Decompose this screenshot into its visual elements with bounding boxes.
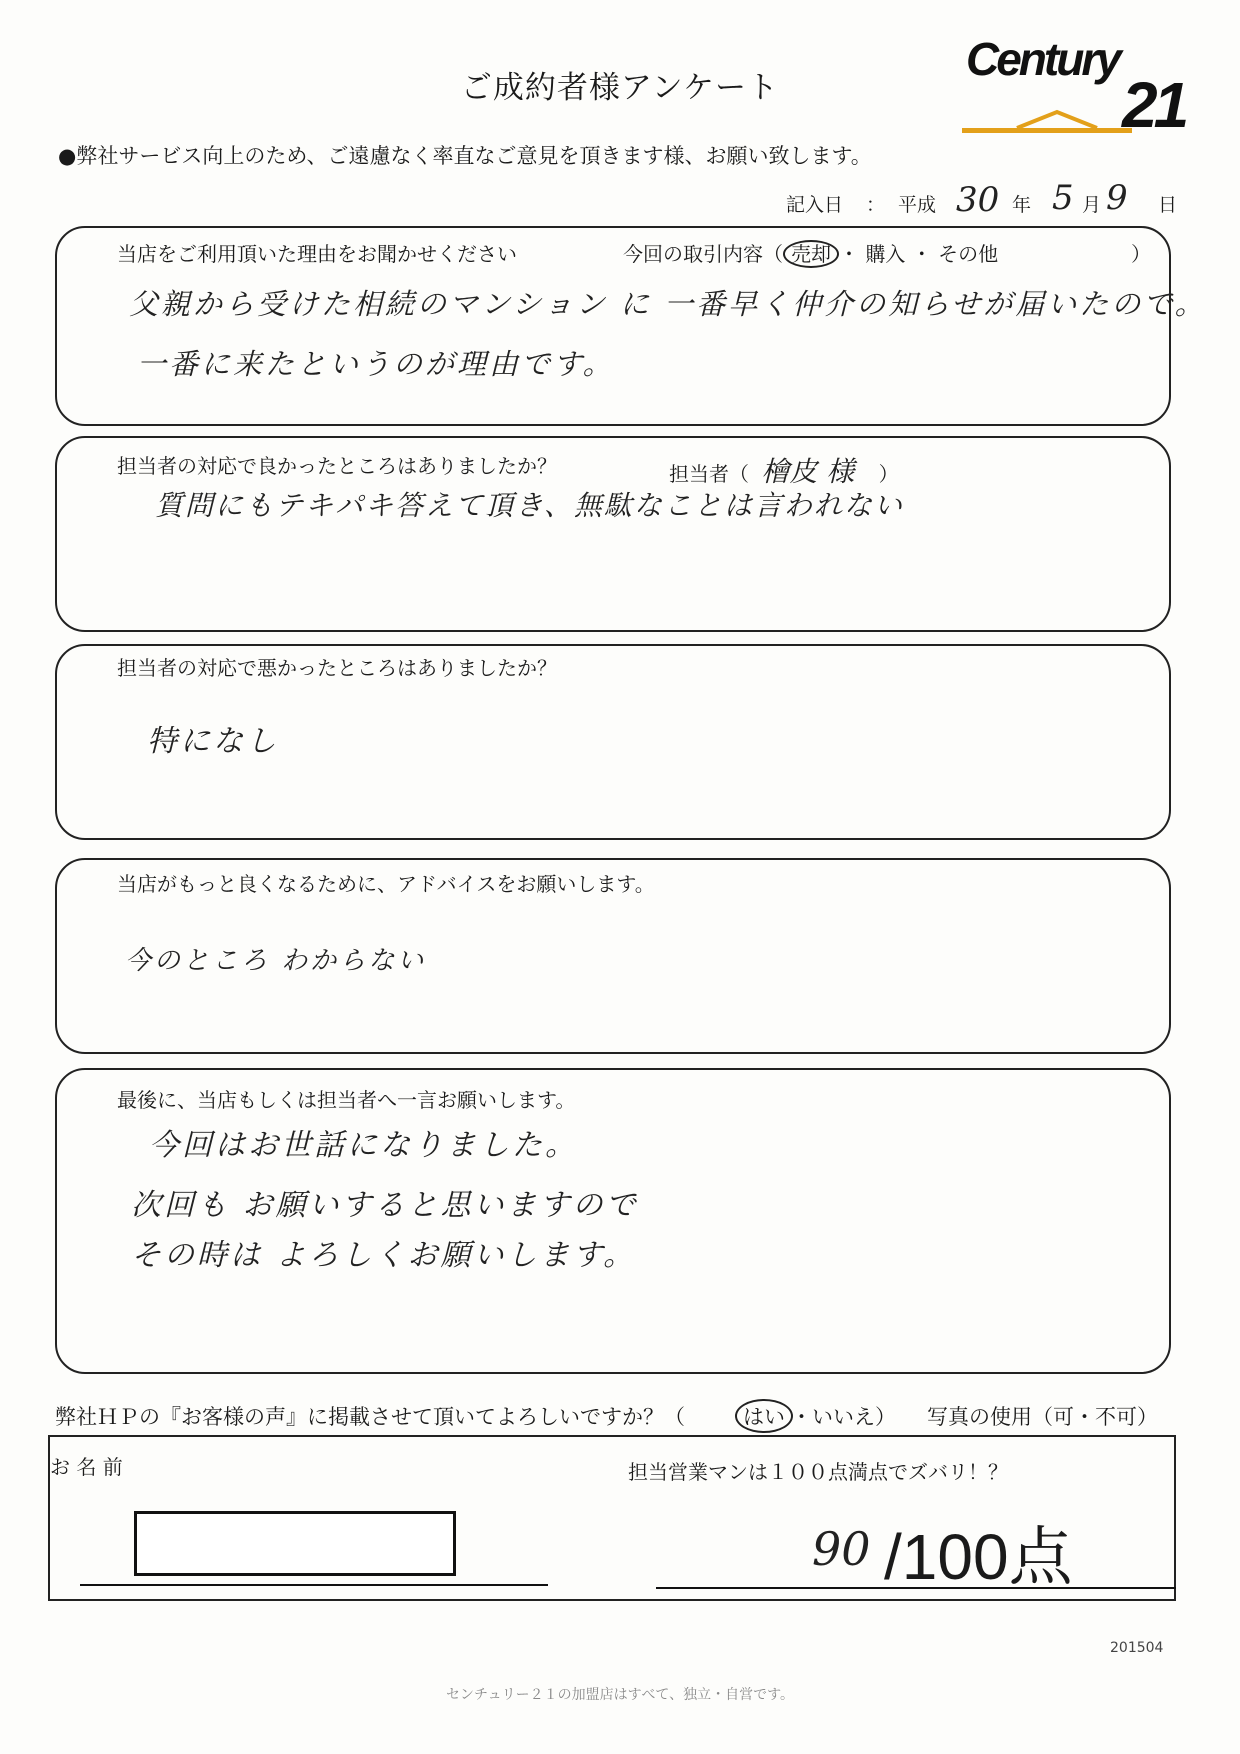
question-bad: 担当者の対応で悪かったところはありましたか？: [117, 656, 557, 680]
staff-name: 檜皮 様: [761, 455, 855, 488]
name-redaction: [134, 1511, 456, 1576]
transaction-label: 今回の取引内容（: [623, 242, 783, 266]
answer-advice-line1: 今のところ わからない: [125, 946, 427, 976]
section-message: [55, 1068, 1171, 1374]
hp-consent-row: [55, 1401, 1185, 1431]
option-no: ・いいえ）: [791, 1405, 896, 1429]
date-month: 5: [1052, 178, 1074, 218]
answer-good-line1: 質問にもテキパキ答えて頂き、無駄なことは言われない: [155, 489, 904, 522]
staff-close: ）: [878, 462, 899, 486]
score-underline: [656, 1587, 1176, 1589]
staff-label: 担当者（: [669, 462, 749, 486]
section-advice: [55, 858, 1171, 1054]
photo-usage: 写真の使用（可・不可）: [927, 1405, 1158, 1429]
date-era: 平成: [898, 194, 937, 216]
answer-reason-line1: 父親から受けた相続のマンション に 一番早く仲介の知らせが届いたので。: [129, 287, 1207, 321]
disclaimer: センチュリー２１の加盟店はすべて、独立・自営です。: [446, 1687, 794, 1703]
name-label: お 名 前: [50, 1455, 123, 1479]
section-good: [55, 436, 1171, 632]
hp-question: 弊社ＨＰの『お客様の声』に掲載させて頂いてよろしいですか？（: [55, 1405, 685, 1429]
logo-word: Century: [966, 33, 1119, 85]
date-year: 30: [956, 180, 1000, 220]
score-question: 担当営業マンは１００点満点でズバリ！？: [628, 1460, 1008, 1484]
question-reason: 当店をご利用頂いた理由をお聞かせください: [117, 242, 517, 266]
answer-message-line2: 次回も お願いすると思いますので: [131, 1188, 639, 1223]
date-year-unit: 年: [1012, 194, 1032, 216]
score-max: /100点: [884, 1521, 1073, 1593]
question-message: 最後に、当店もしくは担当者へ一言お願いします。: [117, 1088, 576, 1112]
form-code: 201504: [1110, 1640, 1164, 1656]
answer-message-line1: 今回はお世話になりました。: [149, 1128, 578, 1163]
option-others: ・ 購入 ・ その他: [839, 242, 999, 266]
question-advice: 当店がもっと良くなるために、アドバイスをお願いします。: [117, 872, 655, 896]
transaction-type: [623, 238, 1151, 267]
section-bad: [55, 644, 1171, 840]
century21-logo: [962, 28, 1186, 141]
date-row: [786, 178, 1186, 224]
question-good: 担当者の対応で良かったところはありましたか？: [117, 454, 557, 478]
option-yes-circled: はい: [735, 1399, 793, 1433]
answer-bad-line1: 特になし: [147, 724, 279, 759]
page-title: ご成約者様アンケート: [460, 70, 780, 106]
logo-roof-icon: [962, 108, 1132, 138]
intro-text: ●弊社サービス向上のため、ご遠慮なく率直なご意見を頂きます様、お願い致します。: [58, 144, 872, 168]
logo-number: 21: [1122, 69, 1186, 141]
date-day: 9: [1106, 178, 1128, 218]
option-sell-circled: 売却: [783, 240, 839, 268]
transaction-close: ）: [1131, 242, 1151, 266]
date-separator: ：: [866, 194, 886, 216]
answer-message-line3: その時は よろしくお願いします。: [131, 1238, 637, 1273]
score-value: 90: [812, 1522, 871, 1576]
name-underline: [80, 1584, 548, 1586]
date-month-unit: 月: [1082, 194, 1102, 216]
section-reason: [55, 226, 1207, 426]
date-day-unit: 日: [1158, 194, 1178, 216]
answer-reason-line2: 一番に来たというのが理由です。: [137, 347, 615, 381]
date-label: 記入日: [786, 194, 844, 216]
